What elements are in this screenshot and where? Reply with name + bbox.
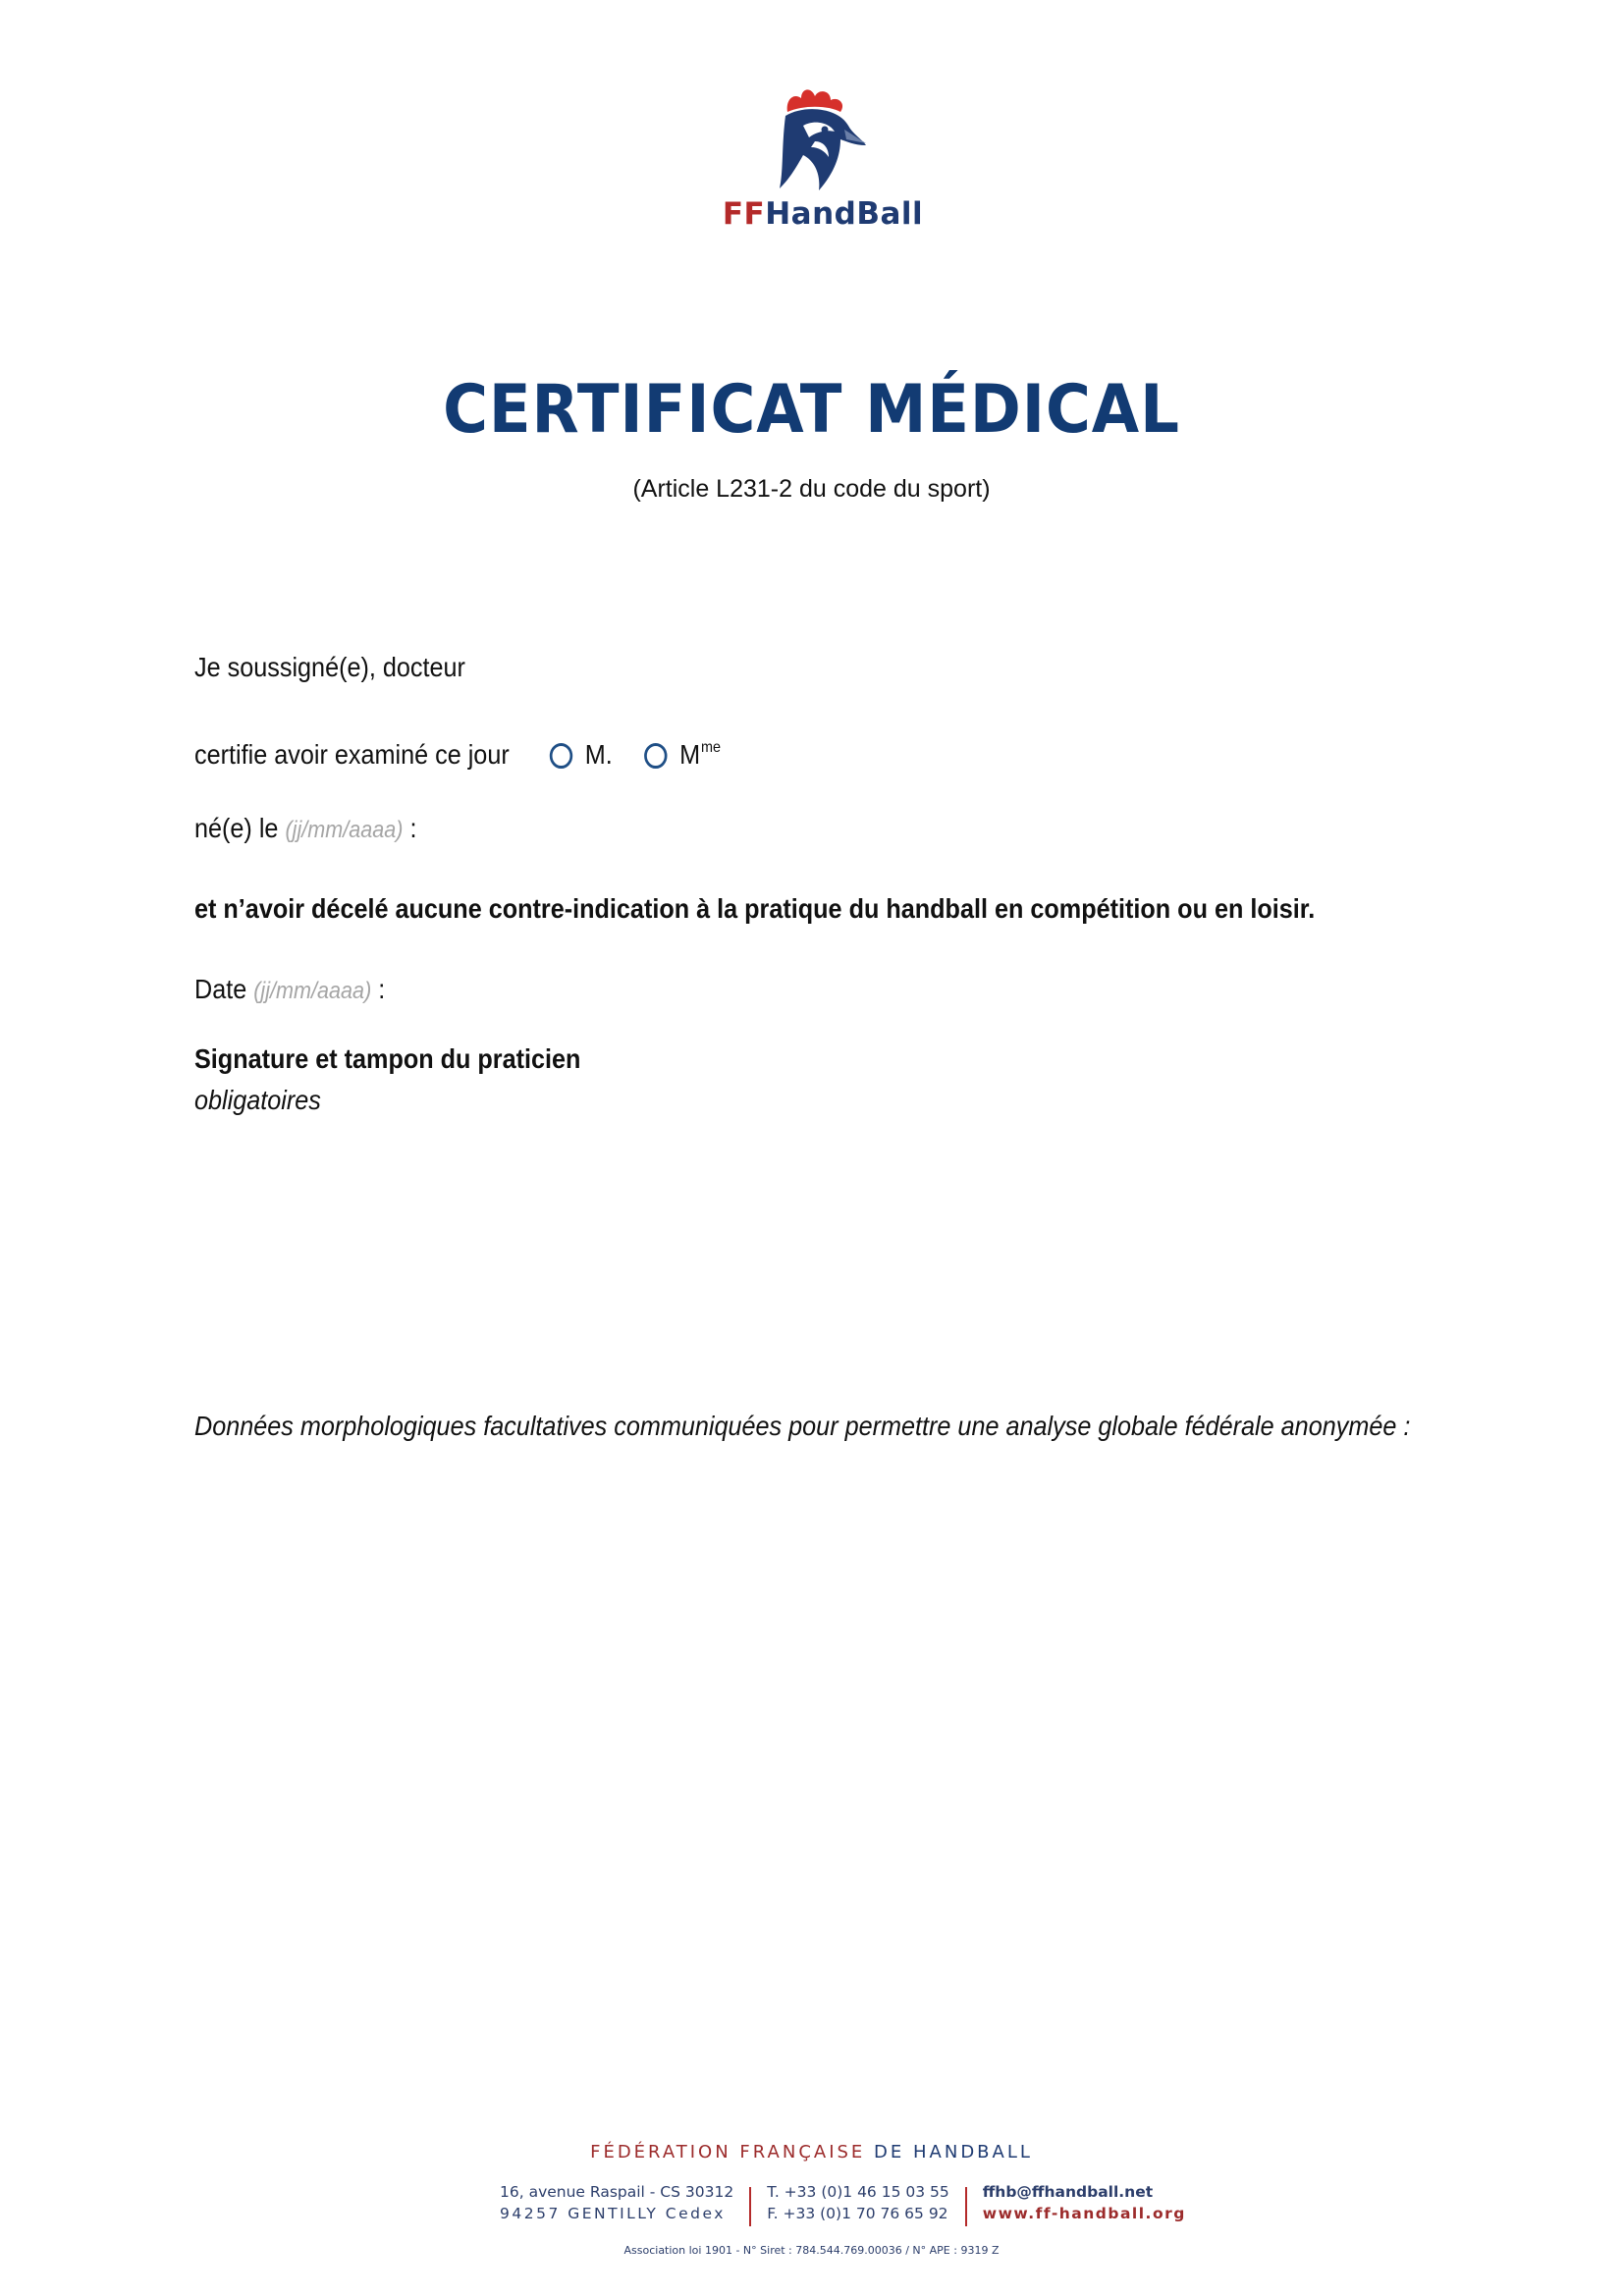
- morphology-note: Données morphologiques facultatives communiquées pour permettre une analyse globale fédérale anonymée :: [194, 1411, 1411, 1441]
- footer-org-part2: DE HANDBALL: [874, 2142, 1033, 2163]
- statement: et n’avoir décelé aucune contre-indication à la pratique du handball en compétition ou en loisir.: [194, 893, 1316, 924]
- doctor-line: Je soussigné(e), docteur: [194, 652, 465, 682]
- birth-hint: (jj/mm/aaaa): [285, 817, 404, 843]
- radio-mme-label: [679, 739, 721, 770]
- page-subtitle: (Article L231-2 du code du sport): [632, 475, 991, 503]
- exam-line: [194, 731, 752, 772]
- footer-website[interactable]: www.ff-handball.org: [982, 2205, 1186, 2222]
- date-line: [194, 973, 385, 1008]
- birth-label: né(e) le: [194, 813, 279, 843]
- logo-wordmark: [705, 196, 941, 232]
- radio-mme-base: M: [679, 739, 701, 770]
- page-title: CERTIFICAT MÉDICAL: [443, 371, 1180, 449]
- date-label: Date: [194, 974, 247, 1004]
- footer-phone: T. +33 (0)1 46 15 03 55: [767, 2183, 949, 2201]
- footer-address1: 16, avenue Raspail - CS 30312: [500, 2183, 734, 2201]
- radio-mme[interactable]: [644, 743, 667, 769]
- logo-prefix: FF: [722, 196, 766, 232]
- footer-phones: [751, 2181, 965, 2224]
- logo-name: HandBall: [765, 196, 924, 232]
- signature-note: obligatoires: [194, 1085, 321, 1115]
- exam-text: certifie avoir examiné ce jour: [194, 739, 510, 770]
- date-hint: (jj/mm/aaaa): [253, 978, 372, 1004]
- footer-org-part1: FÉDÉRATION FRANÇAISE: [590, 2142, 866, 2163]
- radio-m[interactable]: [550, 743, 572, 769]
- radio-m-label: M.: [584, 739, 613, 770]
- footer-address: [500, 2181, 749, 2224]
- footer-org-name: [0, 2142, 1623, 2163]
- footer-web: [967, 2181, 1202, 2224]
- radio-mme-sup: me: [701, 739, 722, 756]
- footer-fax: F. +33 (0)1 70 76 65 92: [767, 2205, 948, 2222]
- ffhandball-logo: [705, 86, 941, 243]
- footer-address2: 94257 GENTILLY Cedex: [500, 2205, 726, 2222]
- footer-contact: [500, 2181, 1202, 2230]
- birth-line: [194, 812, 416, 847]
- date-colon: :: [378, 974, 386, 1004]
- footer-email[interactable]: ffhb@ffhandball.net: [982, 2183, 1154, 2201]
- birth-colon: :: [409, 813, 417, 843]
- footer-legal: Association loi 1901 - N° Siret : 784.544.769.00036 / N° APE : 9319 Z: [623, 2244, 1000, 2257]
- rooster-icon: [776, 86, 870, 192]
- signature-label: Signature et tampon du praticien: [194, 1043, 581, 1074]
